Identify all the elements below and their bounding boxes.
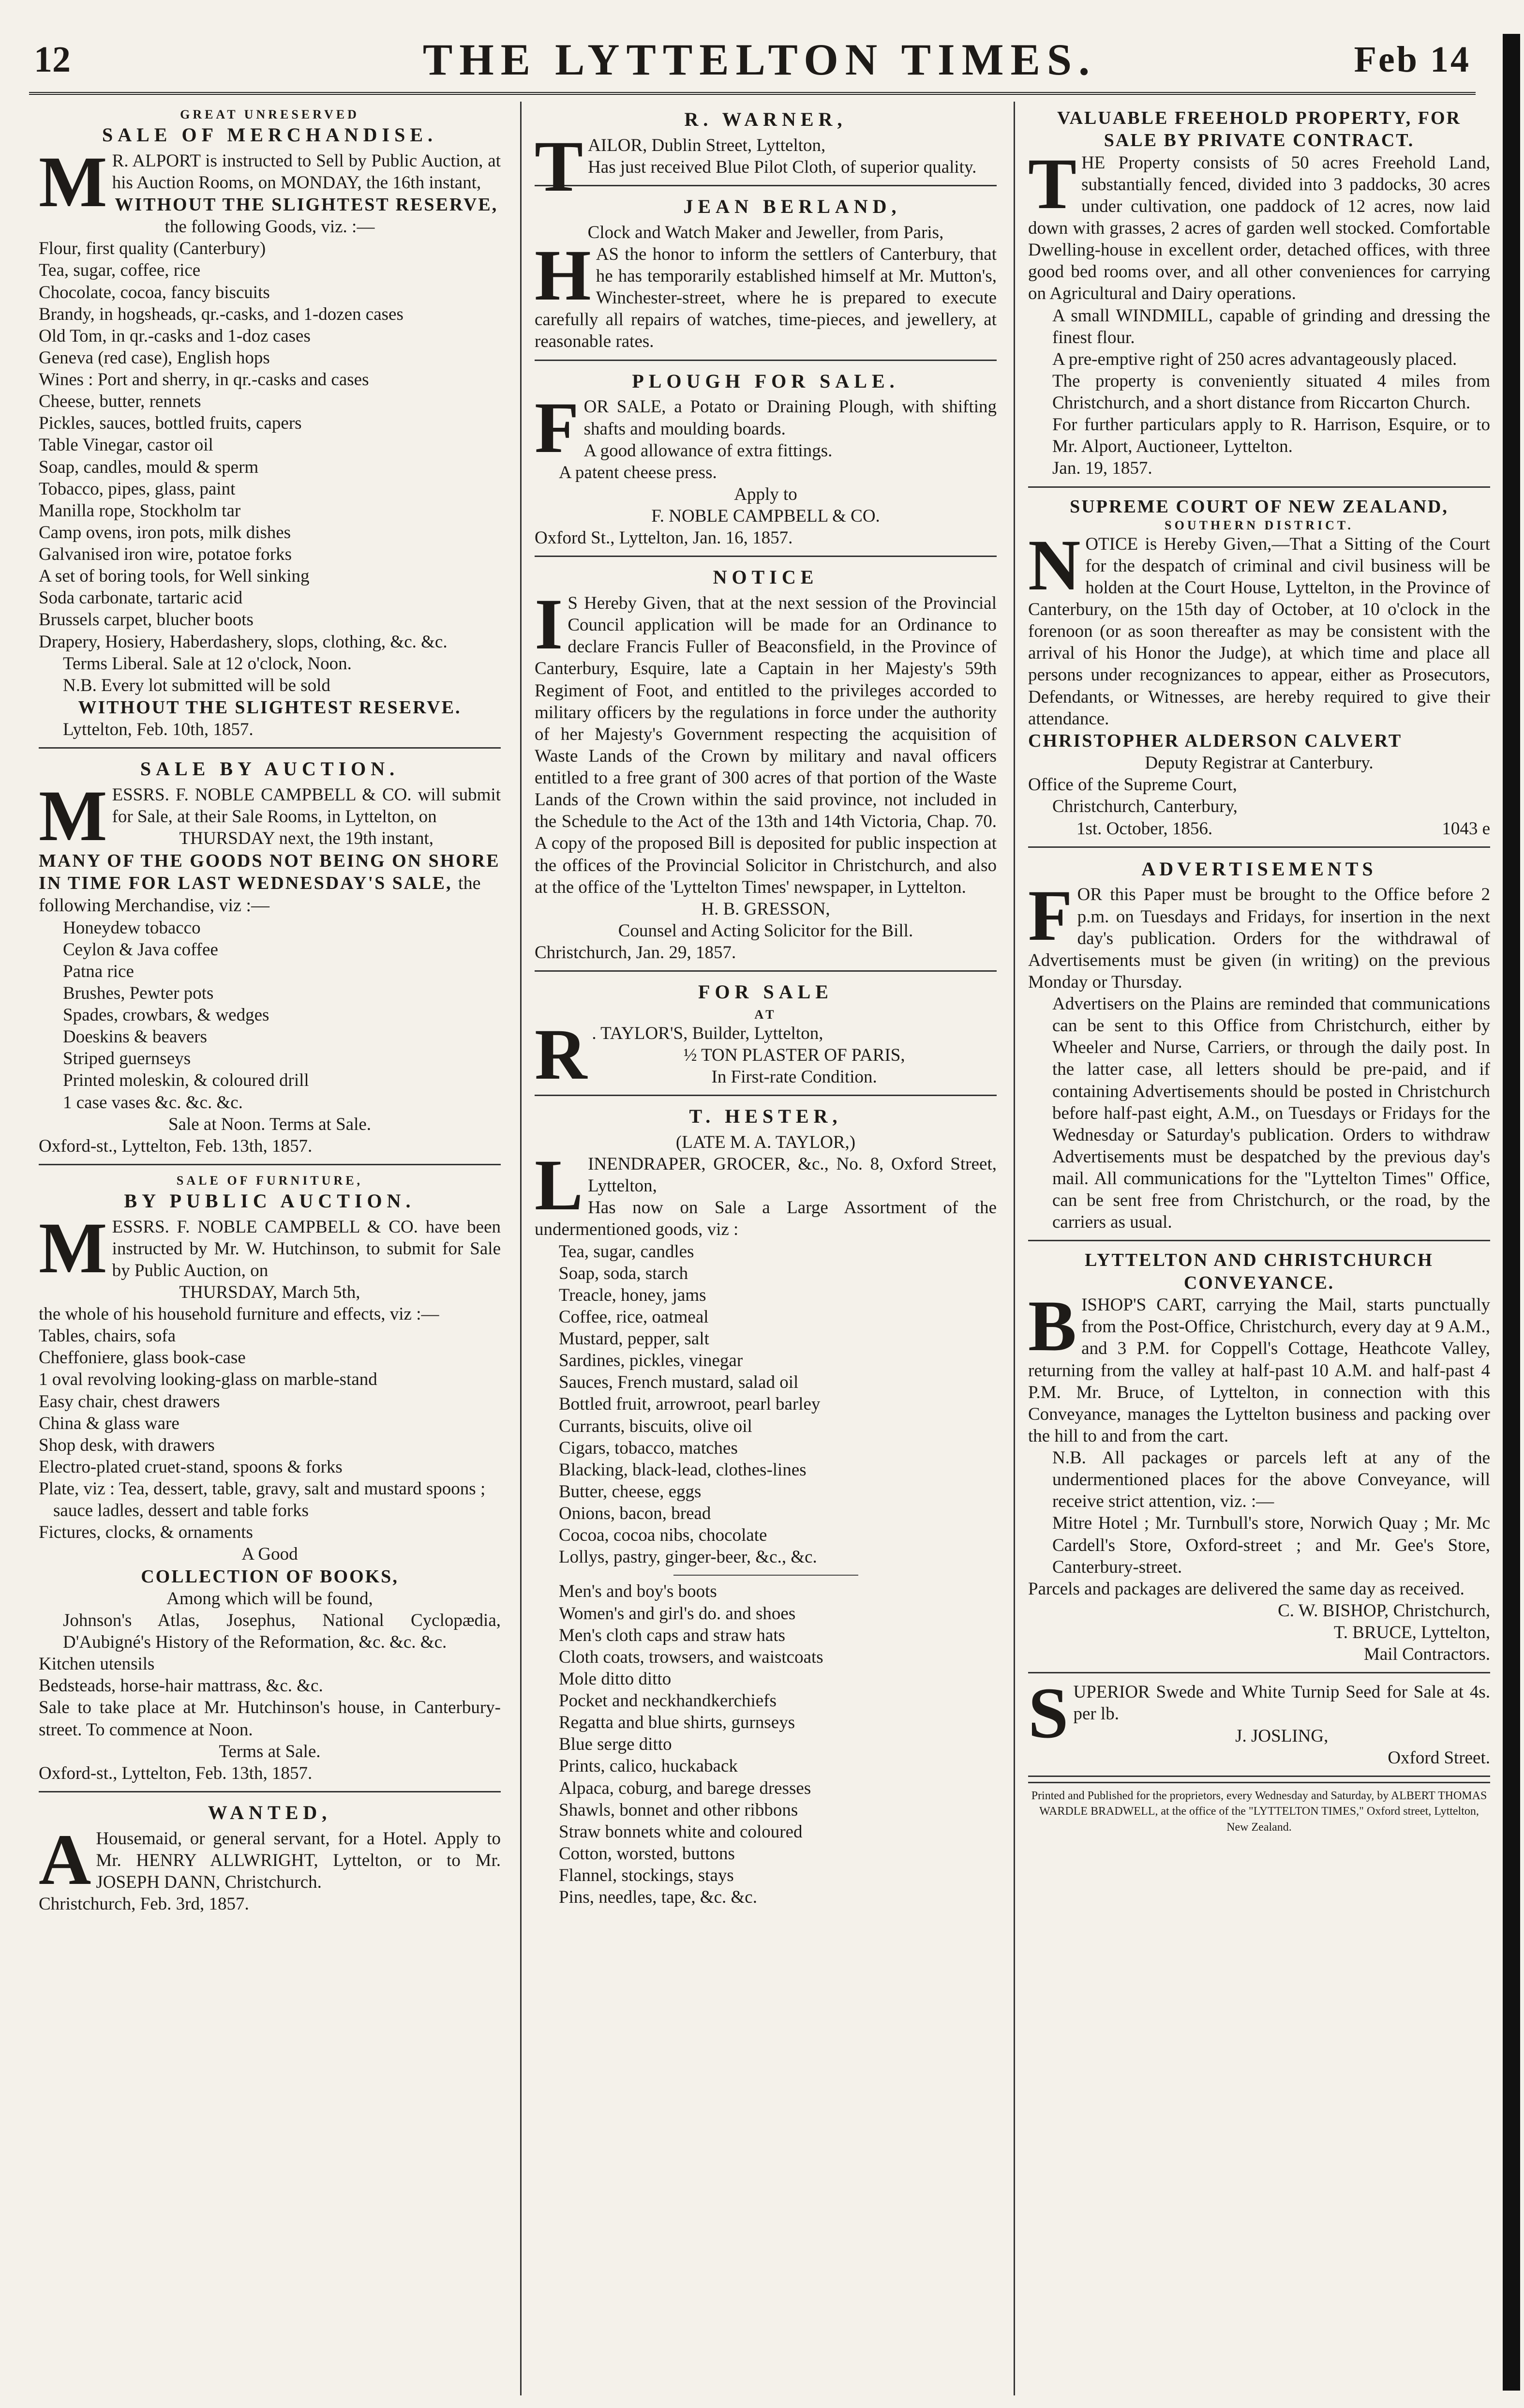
- list-item: Men's and boy's boots: [559, 1581, 717, 1602]
- ad-caps-line: WITHOUT THE SLIGHTEST RESERVE,: [115, 194, 498, 215]
- divider: [673, 1575, 858, 1576]
- ad-caps-line: WITHOUT THE SLIGHTEST RESERVE.: [78, 697, 462, 718]
- ad-good: A Good: [241, 1544, 298, 1565]
- dropcap: L: [535, 1145, 583, 1225]
- ad-sale-note: Sale to take place at Mr. Hutchinson's house, in Canterbury-street. To commence at Noon.: [39, 1698, 501, 1740]
- list-item: Mole ditto ditto: [559, 1669, 672, 1689]
- ad-signature: H. B. GRESSON,: [701, 899, 830, 919]
- list-item: Cheese, butter, rennets: [39, 391, 201, 412]
- ad-lead: MESSRS. F. NOBLE CAMPBELL & CO. will submit for Sale, at their Sale Rooms, in Lyttelton, on: [39, 776, 501, 857]
- column-rule: [1014, 102, 1015, 2395]
- ad-place: Christchurch, Canterbury,: [1052, 797, 1238, 817]
- ad-among: Among which will be found,: [166, 1588, 373, 1609]
- list-item: Coffee, rice, oatmeal: [559, 1307, 709, 1327]
- ad-intro: the following Goods, viz. :—: [164, 217, 375, 237]
- ad-paragraph: Advertisers on the Plains are reminded that communications can be sent to this Office from Christchurch, either by Wheeler and Nurse, Carriers, or through the daily post. In the latter case, all letters should be pre-paid, and if containing Advertisements should be posted in Christchurch before half-past eight, A.M., on Tuesdays or Fridays for the Wednesday or Saturday's publication. Orders to withdraw Advertisements must be despatched by the previous day's mail. All communications for the "Lyttelton Times" Office, can be sent free from Christchurch, or the road, by the carriers as usual.: [1052, 994, 1490, 1233]
- ad-body: FOR SALE, a Potato or Draining Plough, with shifting shafts and moulding boards.: [535, 388, 997, 468]
- ad-parcels: Parcels and packages are delivered the same day as received.: [1028, 1579, 1464, 1599]
- ad-body: A Housemaid, or general servant, for a Hotel. Apply to Mr. HENRY ALLWRIGHT, Lyttelton, or to Mr. JOSEPH DANN, Christchurch.: [39, 1819, 501, 1900]
- list-item: Butter, cheese, eggs: [559, 1481, 702, 1502]
- ad-furniture-auction: [39, 1170, 501, 1792]
- ad-paragraph: For further particulars apply to R. Harrison, Esquire, or to Mr. Alport, Auctioneer, Lyttelton.: [1052, 415, 1490, 457]
- list-item: 1 oval revolving looking-glass on marble-stand: [39, 1370, 377, 1390]
- ad-date: 1st. October, 1856.: [1076, 818, 1213, 839]
- ad-merchandise-sale: [39, 104, 501, 749]
- list-item: Blue serge ditto: [559, 1734, 672, 1755]
- ad-body: SUPERIOR Swede and White Turnip Seed for Sale at 4s. per lb.: [1028, 1673, 1490, 1754]
- list-item: A set of boring tools, for Well sinking: [39, 566, 310, 587]
- list-item: Onions, bacon, bread: [559, 1504, 711, 1523]
- list-item: Camp ovens, iron pots, milk dishes: [39, 522, 291, 542]
- ad-body: FOR this Paper must be brought to the Office before 2 p.m. on Tuesdays and Fridays, for insertion in the next day's publication. Orders for the withdrawal of Advertisements must be given (in writing) on the previous Monday or Thursday.: [1028, 875, 1490, 992]
- list-item: Men's cloth caps and straw hats: [559, 1625, 786, 1645]
- list-item: Brussels carpet, blucher boots: [39, 610, 254, 630]
- ad-dateline: Oxford St., Lyttelton, Jan. 16, 1857.: [535, 528, 793, 548]
- ad-freehold-property: [1028, 104, 1490, 488]
- ad-caps-line: MANY OF THE GOODS NOT BEING ON SHORE IN TIME FOR LAST WEDNESDAY'S SALE, the following Merchandise, viz :—: [39, 850, 500, 916]
- list-item: Manilla rope, Stockholm tar: [39, 500, 241, 521]
- list-item: Cotton, worsted, buttons: [559, 1843, 735, 1864]
- ad-body: THE Property consists of 50 acres Freehold Land, substantially fenced, divided into 3 paddocks, 30 acres under cultivation, one paddock of 12 acres, now laid down with grasses, 2 acres of garden well stocked. Comfortable Dwelling-house in excellent order, detached offices, with three good bed rooms over, and all other conveniences for carrying on Agricultural and Dairy operations.: [1028, 143, 1490, 304]
- ad-lead: R . TAYLOR'S, Builder, Lyttelton,: [535, 1014, 823, 1095]
- list-item: Brushes, Pewter pots: [63, 983, 214, 1003]
- ad-terms: Terms Liberal. Sale at 12 o'clock, Noon.: [63, 653, 352, 674]
- ad-dateline: Christchurch, Feb. 3rd, 1857.: [39, 1894, 249, 1914]
- list-item: Prints, calico, huckaback: [559, 1756, 738, 1776]
- column-2: [535, 104, 997, 2398]
- list-item: Tea, sugar, coffee, rice: [39, 260, 201, 281]
- ad-hester: [535, 1101, 997, 1915]
- list-item: Blacking, black-lead, clothes-lines: [559, 1460, 807, 1480]
- ad-apply: Apply to: [734, 484, 797, 504]
- list-item: Soda carbonate, tartaric acid: [39, 588, 243, 608]
- ad-places: Mitre Hotel ; Mr. Turnbull's store, Norwich Quay ; Mr. Mc Cardell's Store, Oxford-street ; and Mr. Gee's Store, Canterbury-street.: [1052, 1513, 1490, 1577]
- list-item: Table Vinegar, castor oil: [39, 435, 213, 455]
- ad-signature: T. BRUCE, Lyttelton,: [1333, 1623, 1490, 1643]
- ad-turnip-seed: [1028, 1673, 1490, 1777]
- ad-heading: SUPREME COURT OF NEW ZEALAND,: [1070, 496, 1449, 517]
- ad-condition: In First-rate Condition.: [711, 1067, 877, 1087]
- ad-signature-title: Counsel and Acting Solicitor for the Bill.: [618, 920, 913, 941]
- list-item: Cheffoniere, glass book-case: [39, 1348, 246, 1368]
- ad-kicker: SALE OF FURNITURE,: [176, 1173, 363, 1188]
- ad-note: N.B. Every lot submitted will be sold: [63, 675, 330, 695]
- ad-body: HAS the honor to inform the settlers of Canterbury, that he has temporarily established himself at Mr. Mutton's, Winchester-street, where he is prepared to execute carefully all repairs of watches, time-pieces, and jewellery, at reasonable rates.: [535, 235, 997, 352]
- list-item: Striped guernseys: [63, 1049, 191, 1069]
- ad-heading: SALE OF MERCHANDISE.: [102, 123, 438, 146]
- goods-list: [535, 1241, 997, 1568]
- ad-lead: M R. ALPORT is instructed to Sell by Public Auction, at his Auction Rooms, on MONDAY, the 16th instant,: [39, 141, 501, 222]
- dropcap: B: [1028, 1286, 1077, 1367]
- ad-heading: JEAN BERLAND,: [683, 196, 901, 218]
- ad-item: ½ TON PLASTER OF PARIS,: [683, 1045, 905, 1065]
- ad-signature: C. W. BISHOP, Christchurch,: [1278, 1600, 1490, 1621]
- ad-day: THURSDAY, March 5th,: [179, 1282, 360, 1302]
- ad-signature: J. JOSLING,: [1235, 1726, 1329, 1746]
- goods-list: [39, 1653, 501, 1697]
- list-item: Printed moleskin, & coloured drill: [63, 1070, 309, 1091]
- list-item: Cocoa, cocoa nibs, chocolate: [559, 1525, 767, 1546]
- list-item: Cloth coats, trowsers, and waistcoats: [559, 1647, 823, 1667]
- list-item: Geneva (red case), English hops: [39, 347, 270, 368]
- list-item: Shop desk, with drawers: [39, 1435, 215, 1455]
- page-number: 12: [34, 39, 71, 80]
- ad-paragraph: A pre-emptive right of 250 acres advantageously placed.: [1052, 349, 1457, 369]
- ad-heading: LYTTELTON AND CHRISTCHURCH CONVEYANCE.: [1085, 1250, 1434, 1293]
- ad-paragraph: The property is conveniently situated 4 miles from Christchurch, and a short distance from Riccarton Church.: [1052, 371, 1490, 413]
- list-item: Fictures, clocks, & ornaments: [39, 1522, 253, 1543]
- column-3: [1028, 104, 1490, 2398]
- goods-list: [535, 1580, 997, 1908]
- ad-heading: BY PUBLIC AUCTION.: [124, 1189, 416, 1212]
- ad-line: A good allowance of extra fittings.: [583, 440, 833, 461]
- ad-name: F. NOBLE CAMPBELL & CO.: [651, 506, 880, 527]
- ad-paragraph: A small WINDMILL, capable of grinding and dressing the finest flour.: [1052, 305, 1490, 347]
- ad-signature: Mail Contractors.: [1363, 1644, 1490, 1665]
- ad-booklist: Johnson's Atlas, Josephus, National Cyclopædia, D'Aubigné's History of the Reformation, &c. &c. &c.: [63, 1610, 501, 1653]
- ad-signature-title: Deputy Registrar at Canterbury.: [1145, 753, 1374, 773]
- ad-wanted: [39, 1797, 501, 1922]
- list-item: Regatta and blue shirts, gurnseys: [559, 1713, 795, 1733]
- ad-date-row: [1028, 818, 1490, 840]
- dropcap: S: [1028, 1673, 1069, 1754]
- ad-lead: LINENDRAPER, GROCER, &c., No. 8, Oxford Street, Lyttelton,: [535, 1145, 997, 1225]
- list-item: China & glass ware: [39, 1413, 179, 1433]
- ad-lead: MESSRS. F. NOBLE CAMPBELL & CO. have been instructed by Mr. W. Hutchinson, to submit for Sale by Public Auction, on: [39, 1207, 501, 1288]
- ad-dateline: Oxford-st., Lyttelton, Feb. 13th, 1857.: [39, 1136, 313, 1156]
- list-item: Easy chair, chest drawers: [39, 1391, 220, 1412]
- ad-heading: WANTED,: [208, 1801, 332, 1823]
- goods-list: [39, 917, 501, 1114]
- page-edge-bar: [1503, 34, 1520, 2391]
- newspaper-title: THE LYTTELTON TIMES.: [422, 35, 1097, 84]
- ad-advertisements-notice: [1028, 853, 1490, 1242]
- masthead: [29, 24, 1490, 97]
- ad-dateline: Christchurch, Jan. 29, 1857.: [535, 943, 736, 963]
- ad-sale-by-auction: [39, 753, 501, 1165]
- dropcap: F: [535, 388, 579, 468]
- ad-line: A patent cheese press.: [559, 462, 717, 482]
- list-item: Brandy, in hogsheads, qr.-casks, and 1-dozen cases: [39, 304, 403, 324]
- list-item: Honeydew tobacco: [63, 918, 201, 938]
- list-item: Alpaca, coburg, and barege dresses: [559, 1778, 811, 1798]
- ad-berland: [535, 191, 997, 361]
- list-item: Pickles, sauces, bottled fruits, capers: [39, 413, 302, 434]
- ad-for-sale-plaster: [535, 977, 997, 1096]
- ad-signature: CHRISTOPHER ALDERSON CALVERT: [1028, 730, 1403, 751]
- list-item: Cigars, tobacco, matches: [559, 1438, 738, 1458]
- ad-subheading: Clock and Watch Maker and Jeweller, from Paris,: [587, 222, 944, 242]
- ad-intro: Has now on Sale a Large Assortment of the undermentioned goods, viz :: [535, 1198, 997, 1240]
- list-item: Soap, soda, starch: [559, 1263, 688, 1283]
- list-item: Currants, biscuits, olive oil: [559, 1416, 752, 1436]
- dropcap: R: [535, 1014, 587, 1095]
- ad-subheading: (LATE M. A. TAYLOR,): [675, 1132, 856, 1152]
- list-item: Sauces, French mustard, salad oil: [559, 1372, 799, 1393]
- dropcap: M: [39, 1207, 107, 1288]
- ad-kicker: GREAT UNRESERVED: [180, 107, 359, 121]
- ad-heading: R. WARNER,: [684, 108, 847, 130]
- ad-dateline: Jan. 19, 1857.: [1052, 458, 1152, 479]
- list-item: Women's and girl's do. and shoes: [559, 1603, 796, 1624]
- list-item: 1 case vases &c. &c. &c.: [63, 1092, 243, 1113]
- ad-office: Office of the Supreme Court,: [1028, 775, 1237, 795]
- list-item: Old Tom, in qr.-casks and 1-doz cases: [39, 326, 311, 346]
- list-item: Soap, candles, mould & sperm: [39, 457, 259, 477]
- list-item: Pins, needles, tape, &c. &c.: [559, 1887, 757, 1908]
- ad-number: 1043 e: [1442, 818, 1490, 839]
- ad-terms: Terms at Sale.: [219, 1741, 321, 1761]
- ad-heading: FOR SALE: [698, 981, 833, 1003]
- list-item: Flour, first quality (Canterbury): [39, 239, 266, 259]
- dropcap: N: [1028, 525, 1081, 605]
- ad-notice-ordinance: [535, 562, 997, 972]
- list-item: Lollys, pastry, ginger-beer, &c., &c.: [559, 1547, 817, 1567]
- issue-date: Feb 14: [1354, 39, 1471, 80]
- ad-day: THURSDAY next, the 19th instant,: [179, 828, 434, 849]
- ad-plough: [535, 366, 997, 557]
- ad-heading: PLOUGH FOR SALE.: [632, 370, 899, 392]
- ad-note: N.B. All packages or parcels left at any of the undermentioned places for the above Conveyance, will receive strict attention, viz. :—: [1052, 1448, 1490, 1512]
- list-item: Electro-plated cruet-stand, spoons & forks: [39, 1457, 343, 1477]
- dropcap: T: [1028, 143, 1077, 224]
- ad-kicker: SOUTHERN DISTRICT.: [1165, 518, 1354, 532]
- ad-body: BISHOP'S CART, carrying the Mail, starts punctually from the Post-Office, Christchurch, every day at 9 A.M., and 3 P.M. for Coppell's Cottage, Heathcote Valley, returning from the valley at half-past 10 A.M. and half-past 4 P.M. Mr. Bruce, of Lyttelton, in connection with this Conveyance, manages the Lyttelton business and packing over the hill to and from the cart.: [1028, 1286, 1490, 1446]
- list-item: Tea, sugar, candles: [559, 1241, 694, 1262]
- dropcap: M: [39, 776, 107, 857]
- dropcap: F: [1028, 875, 1073, 956]
- dropcap: T: [535, 126, 583, 207]
- ad-supreme-court: [1028, 493, 1490, 848]
- list-item: Flannel, stockings, stays: [559, 1866, 734, 1885]
- ad-dateline: Oxford-st., Lyttelton, Feb. 13th, 1857.: [39, 1763, 313, 1783]
- ad-heading: ADVERTISEMENTS: [1141, 858, 1377, 880]
- list-item: Patna rice: [63, 961, 134, 981]
- list-item: Doeskins & beavers: [63, 1027, 207, 1047]
- ad-intro: the whole of his household furniture and effects, viz :—: [39, 1304, 439, 1324]
- ad-body: NOTICE is Hereby Given,—That a Sitting of the Court for the despatch of criminal and civil business will be holden at the Court House, Lyttelton, in the Province of Canterbury, on the 15th day of October, at 10 o'clock in the forenoon (or as soon thereafter as may be consistent with the arrival of his Honor the Judge), at which time and place all persons under recognizances to appear, either as Prosecutors, Defendants, or Witnesses, are hereby required to give their attendance.: [1028, 525, 1490, 729]
- list-item: Plate, viz : Tea, dessert, table, gravy, salt and mustard spoons ; sauce ladles, dessert and table forks: [39, 1479, 486, 1521]
- list-item: Wines : Port and sherry, in qr.-casks and cases: [39, 370, 369, 390]
- list-item: Drapery, Hosiery, Haberdashery, slops, clothing, &c. &c.: [39, 632, 448, 652]
- list-item: Tables, chairs, sofa: [39, 1326, 176, 1346]
- goods-list: [39, 1325, 501, 1543]
- ad-books: COLLECTION OF BOOKS,: [141, 1566, 399, 1587]
- list-item: Chocolate, cocoa, fancy biscuits: [39, 282, 270, 302]
- list-item: Ceylon & Java coffee: [63, 939, 218, 960]
- ad-dateline: Lyttelton, Feb. 10th, 1857.: [63, 720, 254, 740]
- ad-place: Oxford Street.: [1388, 1747, 1490, 1768]
- ad-heading: T. HESTER,: [689, 1105, 842, 1128]
- printer-imprint: Printed and Published for the proprietors, every Wednesday and Saturday, by ALBERT THOMAS WARDLE BRADWELL, at the office of the "LYTTELTON TIMES," Oxford street, Lyttelton, New Zealand.: [1028, 1782, 1490, 1835]
- list-item: Spades, crowbars, & wedges: [63, 1005, 269, 1025]
- ad-heading: NOTICE: [713, 566, 819, 588]
- list-item: Mustard, pepper, salt: [559, 1329, 709, 1349]
- dropcap: I: [535, 584, 563, 665]
- dropcap: H: [535, 235, 591, 316]
- list-item: Shawls, bonnet and other ribbons: [559, 1800, 798, 1820]
- ad-body: Has just received Blue Pilot Cloth, of superior quality.: [588, 157, 977, 177]
- ad-terms: Sale at Noon. Terms at Sale.: [168, 1114, 372, 1134]
- dropcap: M: [39, 141, 107, 222]
- masthead-rule: [29, 92, 1476, 95]
- ad-heading: VALUABLE FREEHOLD PROPERTY, FOR SALE BY PRIVATE CONTRACT.: [1057, 108, 1461, 151]
- list-item: Sardines, pickles, vinegar: [559, 1351, 743, 1371]
- list-item: Straw bonnets white and coloured: [559, 1821, 803, 1842]
- list-item: Tobacco, pipes, glass, paint: [39, 479, 236, 499]
- dropcap: A: [39, 1819, 91, 1900]
- list-item: Bedsteads, horse-hair mattrass, &c. &c.: [39, 1676, 323, 1696]
- ad-heading: SALE BY AUCTION.: [140, 758, 400, 780]
- ad-conveyance: [1028, 1246, 1490, 1673]
- list-item: Bottled fruit, arrowroot, pearl barley: [559, 1394, 821, 1415]
- column-rule: [520, 102, 522, 2395]
- ad-lead: TAILOR, Dublin Street, Lyttelton,: [535, 126, 826, 207]
- goods-list: [39, 238, 501, 652]
- column-1: [39, 104, 501, 2398]
- list-item: Pocket and neckhandkerchiefs: [559, 1691, 777, 1711]
- list-item: Galvanised iron wire, potatoe forks: [39, 544, 292, 564]
- list-item: Kitchen utensils: [39, 1654, 155, 1674]
- list-item: Treacle, honey, jams: [559, 1285, 706, 1305]
- ad-kicker: AT: [754, 1007, 777, 1022]
- ad-body: I S Hereby Given, that at the next session of the Provincial Council application will be made for an Ordinance to declare Francis Fuller of Beaconsfield, in the Province of Canterbury, Esquire, late a Captain in her Majesty's 59th Regiment of Foot, and entitled to the privileges accorded to military officers by the regulations in force under the authority of her Majesty's Government respecting the acquisition of Waste Lands of the Crown by military and naval officers entitled to a free grant of 300 acres of that portion of the Waste Lands of the Crown within the said province, not included in the Schedule to the Act of the 13th and 14th Victoria, Chap. 70. A copy of the proposed Bill is deposited for public inspection at the offices of the Provincial Solicitor in Christchurch, and also at the office of the 'Lyttelton Times' newspaper, in Lyttelton.: [535, 584, 997, 897]
